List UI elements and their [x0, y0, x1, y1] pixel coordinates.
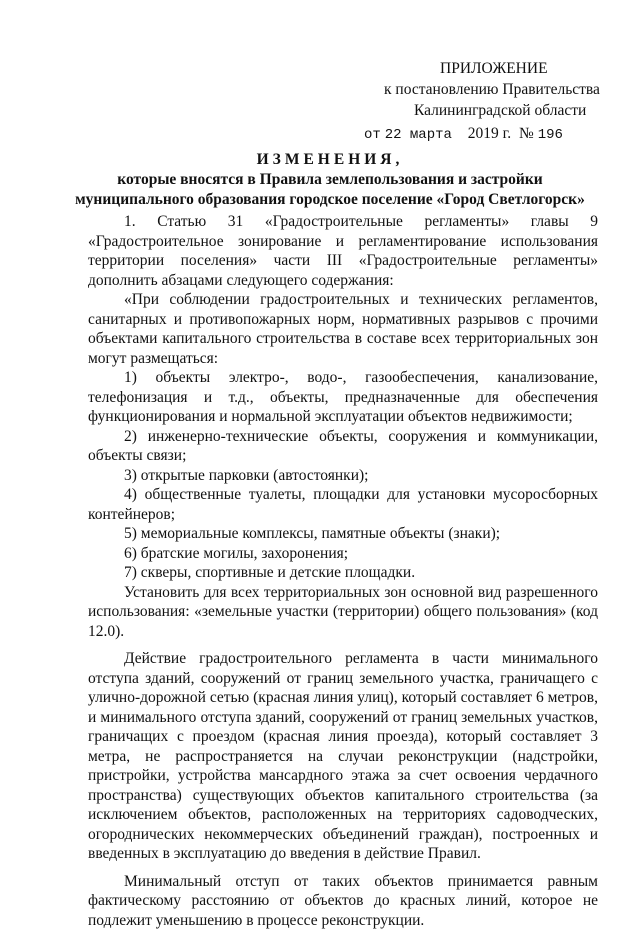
- date-prefix: от: [364, 127, 381, 143]
- list-item-2: 2) инженерно-технические объекты, сооружения и коммуникации, объекты связи;: [88, 427, 598, 466]
- paragraph-min-setback: Минимальный отступ от таких объектов принимается равным фактическому расстоянию от объектов до красных линий, которое не подлежит уменьшению в процессе реконструкции.: [88, 872, 598, 930]
- list-item-5: 5) мемориальные комплексы, памятные объекты (знаки);: [88, 524, 598, 544]
- paragraph-permitted-use: Установить для всех территориальных зон основной вид разрешенного использования: «земельные участки (территории) общего пользования» (код 12.0).: [88, 583, 598, 642]
- appendix-date-line: [364, 123, 602, 146]
- number-sign: №: [519, 125, 534, 142]
- paragraph-intro: «При соблюдении градостроительных и технических регламентов, санитарных и противопожарных норм, нормативных разрывов с прочими объектами капитального строительства в составе всех территориальных зон могут размещаться:: [88, 290, 598, 368]
- date-year: 2019 г.: [468, 125, 511, 142]
- heading-subtitle-2: муниципального образования городское поселение «Город Светлогорск»: [60, 190, 600, 210]
- date-filled: 22 марта: [385, 127, 452, 143]
- heading-subtitle-1: которые вносятся в Правила землепользования и застройки: [60, 170, 600, 190]
- list-item-4: 4) общественные туалеты, площадки для установки мусоросборных контейнеров;: [88, 485, 598, 524]
- list-item-7: 7) скверы, спортивные и детские площадки.: [88, 563, 598, 583]
- number-filled: 196: [538, 127, 563, 143]
- document-heading: [60, 150, 600, 210]
- paragraph-setback: Действие градостроительного регламента в части минимального отступа зданий, сооружений от границ земельного участка, граничащего с улично-дорожной сетью (красная линия улиц), который составляет 6 метров, и минимального отступа зданий, сооружений от границ земельных участков, граничащих с проездом (красная линия проезда), который составляет 3 метра, не распространяется на случаи реконструкции (надстройки, пристройки, устройства мансардного этажа за счет освоения чердачного пространства) существующих объектов капитального строительства (за исключением объектов, расположенных на территориях садоводческих, огороднических некоммерческих объединений граждан), построенных и введенных в эксплуатацию до введения в действие Правил.: [88, 649, 598, 864]
- list-item-3: 3) открытые парковки (автостоянки);: [88, 466, 598, 486]
- heading-title: ИЗМЕНЕНИЯ,: [60, 150, 600, 170]
- appendix-block: [372, 58, 602, 146]
- appendix-region-line: Калининградской области: [414, 100, 602, 121]
- paragraph-article-31: 1. Статью 31 «Градостроительные регламенты» главы 9 «Градостроительное зонирование и регламентирование использования территории поселения» части III «Градостроительные регламенты» дополнить абзацами следующего содержания:: [88, 212, 598, 290]
- list-item-6: 6) братские могилы, захоронения;: [88, 544, 598, 564]
- appendix-title: ПРИЛОЖЕНИЕ: [440, 58, 602, 79]
- list-item-1: 1) объекты электро-, водо-, газообеспечения, канализование, телефонизация и т.д., объекты, предназначенные для обеспечения функционирования и нормальной эксплуатации объектов недвижимости;: [88, 368, 598, 427]
- appendix-resolution-line: к постановлению Правительства: [384, 79, 602, 100]
- document-body: [88, 212, 598, 930]
